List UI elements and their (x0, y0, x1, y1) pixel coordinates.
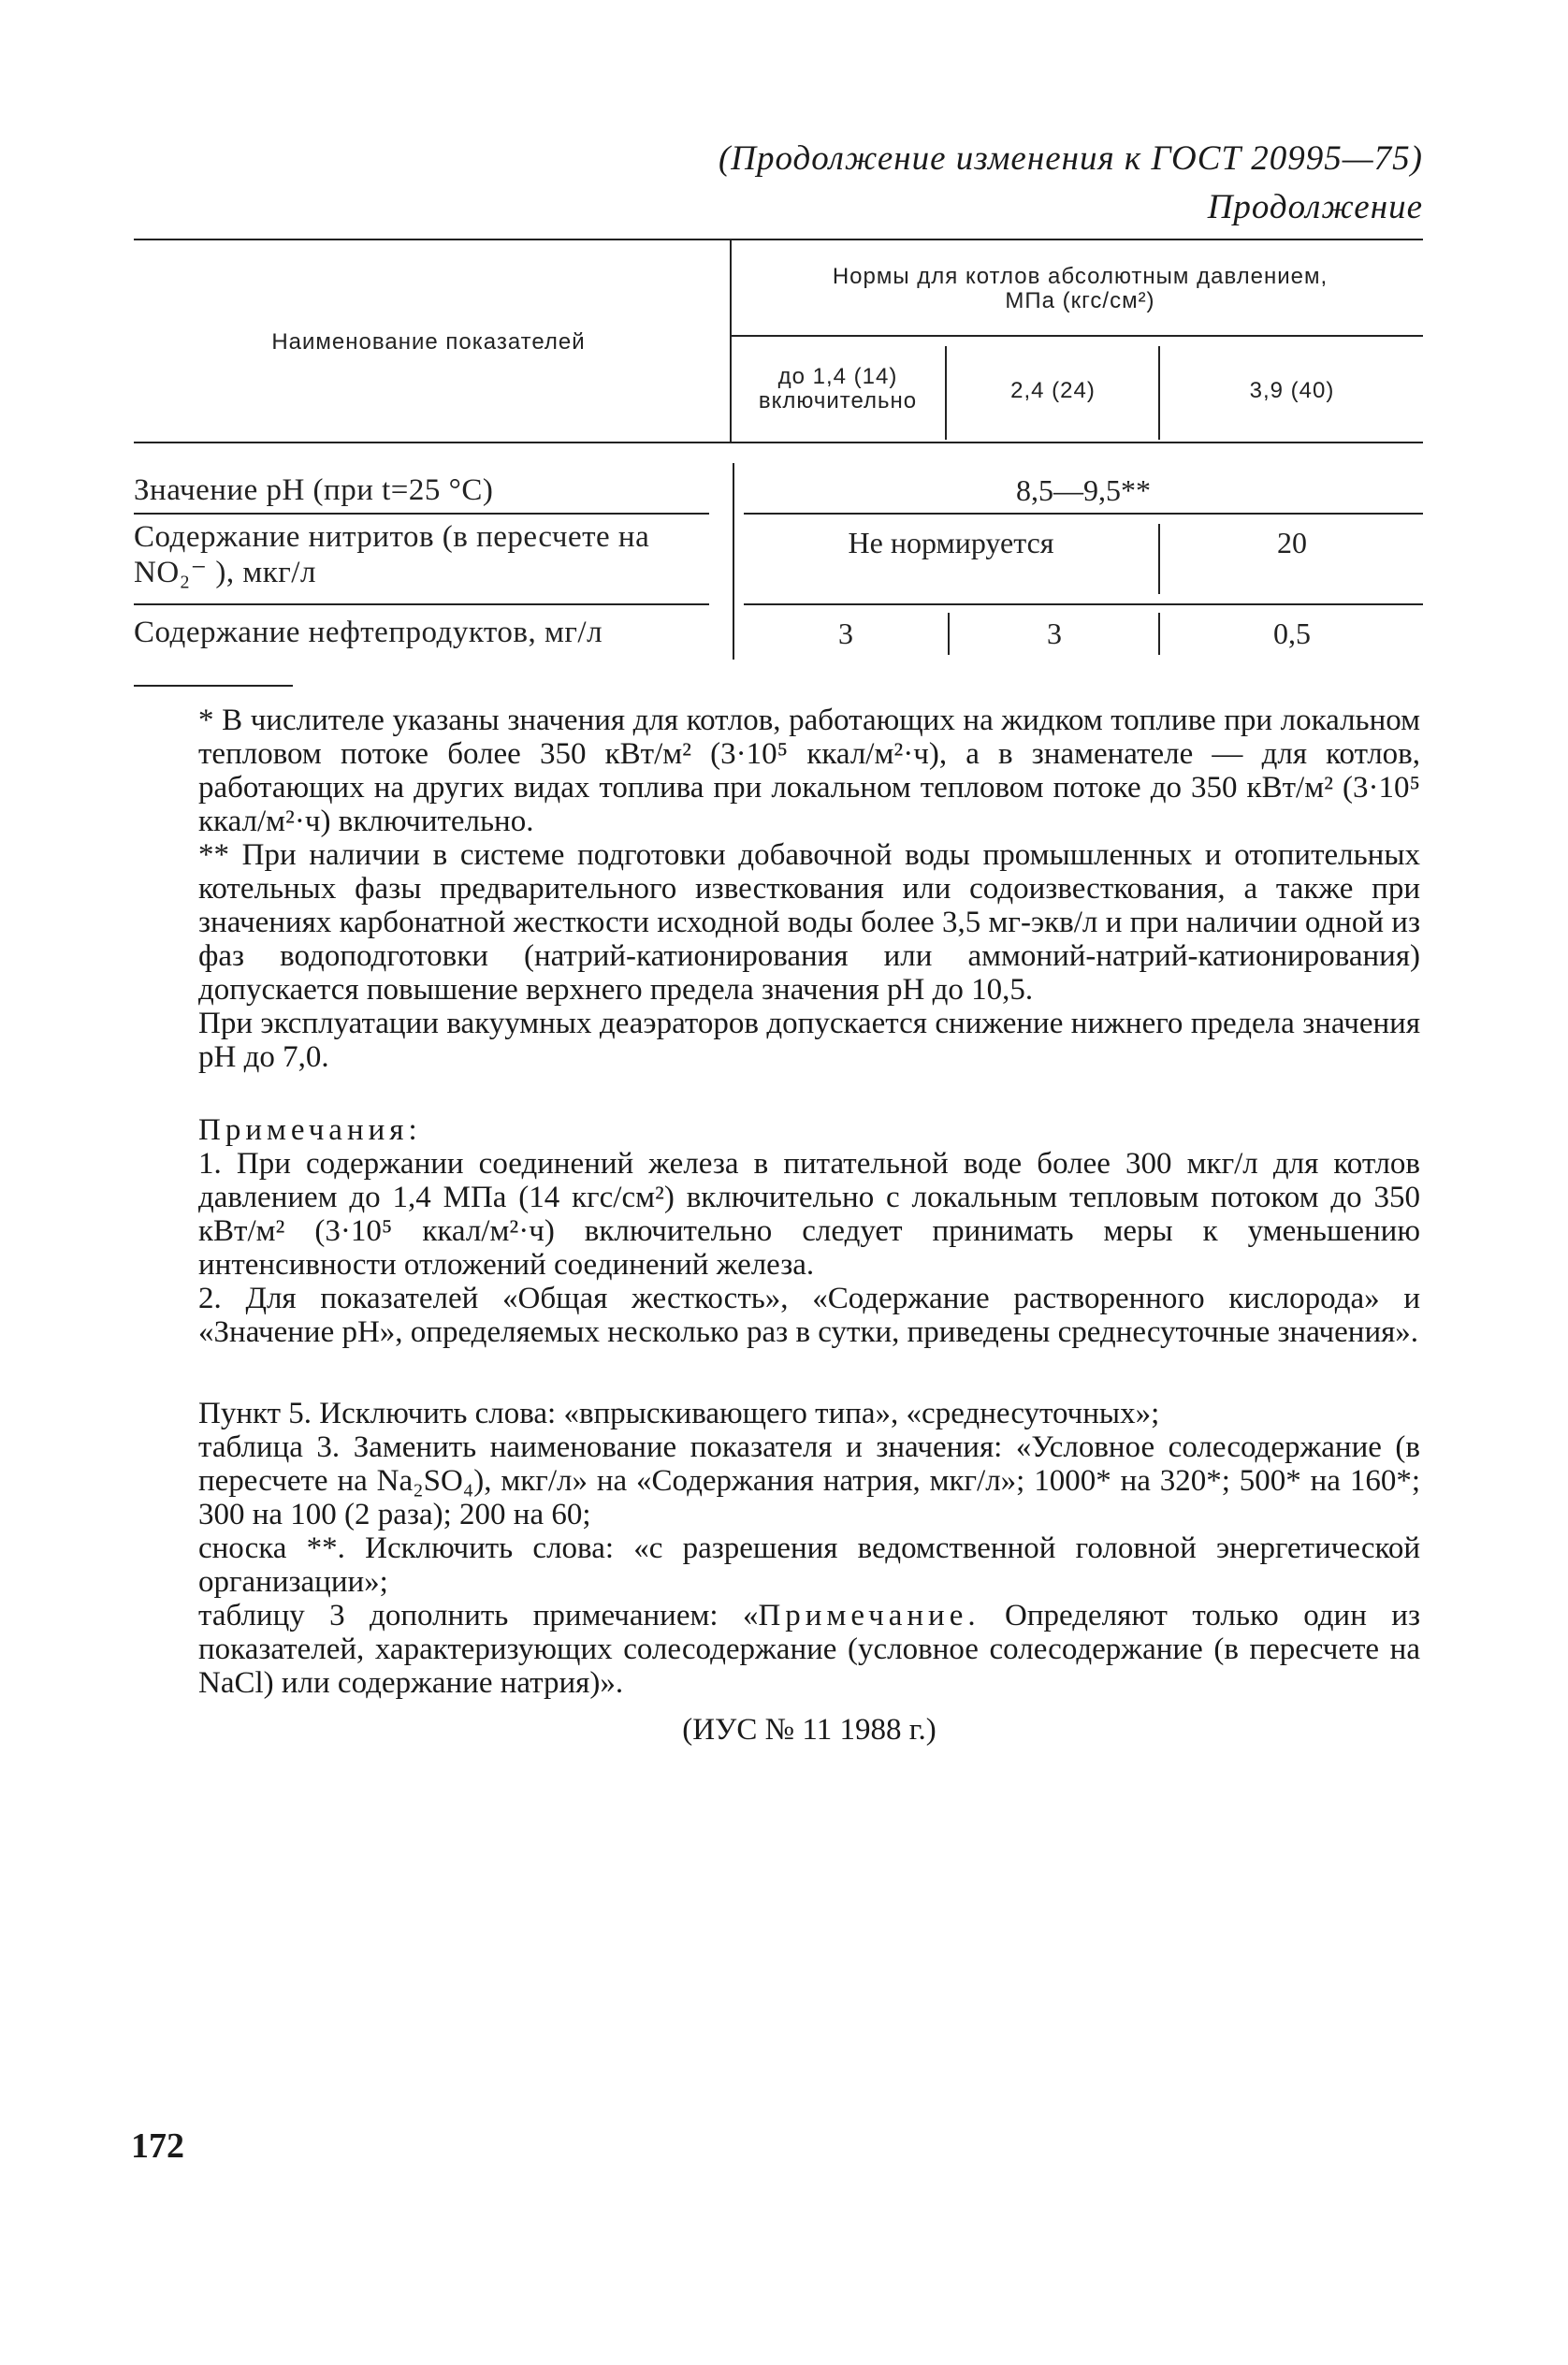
row2-label-rule (134, 603, 709, 605)
row1-value-rule (744, 513, 1423, 515)
footnotes-block (198, 704, 1420, 1074)
norms-table (134, 239, 1423, 660)
subcol-divider-2 (1158, 346, 1160, 440)
notes-title: Примечания: (198, 1113, 422, 1147)
amendment-3: сноска **. Исключить слова: «с разрешения ведомственной головной энергетической организации»; (198, 1531, 1420, 1599)
row-nitrite-value-3: 20 (1277, 526, 1307, 559)
amendment-4-rest: Определяют только один из показателей, характеризующих солесодержание (условное солесодержание (в пересчете на NaCl) или содержание натрия)». (198, 1599, 1420, 1700)
amendment-4-prefix: таблицу 3 дополнить примечанием: « (198, 1599, 759, 1632)
amendment-2: таблица 3. Заменить наименование показателя и значения: «Условное солесодержание (в пересчете на Na₂SO₄), мкг/л» на «Содержания натрия, мкг/л»; 1000* на 320*; 500* на 160*; 300 на 100 (2 раза); 200 на 60; (198, 1430, 1420, 1531)
norms-header-line2: МПа (кгс/см²) (1005, 288, 1155, 313)
amendment-4-note-word: Примечание. (758, 1599, 980, 1632)
table-top-rule (134, 239, 1423, 240)
row1-label-rule (134, 513, 709, 515)
row-oil-value-3: 0,5 (1273, 617, 1311, 650)
norms-header-line1: Нормы для котлов абсолютным давлением, (832, 264, 1328, 289)
continuation-header: (Продолжение изменения к ГОСТ 20995—75) (718, 139, 1423, 178)
pressure-col-1-line2: включительно (758, 388, 918, 414)
page-number: 172 (131, 2126, 184, 2166)
row-oil-value-2: 3 (1047, 617, 1062, 650)
row-ph-value: 8,5—9,5** (1016, 473, 1151, 507)
amendment-1: Пункт 5. Исключить слова: «впрыскивающего типа», «среднесуточных»; (198, 1397, 1160, 1430)
row-nitrite-label-line2: NO₂⁻ ), мкг/л (134, 556, 316, 589)
row-nitrite-label-line1: Содержание нитритов (в пересчете на (134, 520, 650, 554)
pressure-col-1 (733, 365, 943, 414)
note-1: 1. При содержании соединений железа в питательной воде более 300 мкг/л для котлов давлением до 1,4 МПа (14 кгс/см²) включительно с локальным тепловым потоком до 350 кВт/м² (3·10⁵ ккал/м²·ч) включительно следует принимать меры к уменьшению интенсивности отложений соединений железа. (198, 1147, 1420, 1282)
ius-source: (ИУС № 11 1988 г.) (682, 1713, 936, 1747)
footnote-2: ** При наличии в системе подготовки добавочной воды промышленных и отопительных котельных фазы предварительного известкования или содоизвесткования, а также при значениях карбонатной жесткости исходной воды более 3,5 мг-экв/л и при наличии одной из фаз водоподготовки (натрий-катионирования или аммоний-натрий-катионирования) допускается повышение верхнего предела значения pH до 10,5. (198, 838, 1420, 1007)
subcol-divider-1 (945, 346, 947, 440)
row2-divider (1158, 524, 1160, 594)
row-nitrite-label (134, 519, 733, 590)
row3-divider-2 (1158, 613, 1160, 655)
continuation-label: Продолжение (1207, 188, 1423, 226)
footnote-rule (134, 685, 293, 687)
header-divider (730, 240, 732, 442)
footnote-3: При эксплуатации вакуумных деаэраторов допускается снижение нижнего предела значения pH до 7,0. (198, 1007, 1420, 1074)
note-2: 2. Для показателей «Общая жесткость», «Содержание растворенного кислорода» и «Значение pH», определяемых несколько раз в сутки, приведены среднесуточные значения». (198, 1282, 1420, 1349)
amendments-block (198, 1397, 1420, 1747)
norms-subheader-rule (730, 335, 1423, 337)
norms-header (737, 265, 1423, 313)
row3-divider-1 (948, 613, 950, 655)
row-ph-label: Значение pH (при t=25 °С) (134, 473, 494, 507)
table-header-rule (134, 442, 1423, 443)
indicator-name-header: Наименование показателей (271, 329, 586, 355)
body-divider (733, 463, 734, 660)
pressure-col-1-line1: до 1,4 (14) (777, 364, 898, 389)
footnote-1: * В числителе указаны значения для котлов, работающих на жидком топливе при локальном тепловом потоке более 350 кВт/м² (3·10⁵ ккал/м²·ч), а в знаменателе — для котлов, работающих на других видах топлива при локальном тепловом потоке до 350 кВт/м² (3·10⁵ ккал/м²·ч) включительно. (198, 704, 1420, 838)
row-nitrite-value-12: Не нормируется (848, 526, 1054, 559)
pressure-col-2: 2,4 (24) (1010, 378, 1096, 403)
pressure-col-3: 3,9 (40) (1249, 378, 1335, 403)
row-oil-label: Содержание нефтепродуктов, мг/л (134, 616, 603, 649)
notes-block (198, 1113, 1420, 1349)
row2-value-rule (744, 603, 1423, 605)
row-oil-value-1: 3 (838, 617, 853, 650)
amendment-4 (198, 1599, 1420, 1700)
